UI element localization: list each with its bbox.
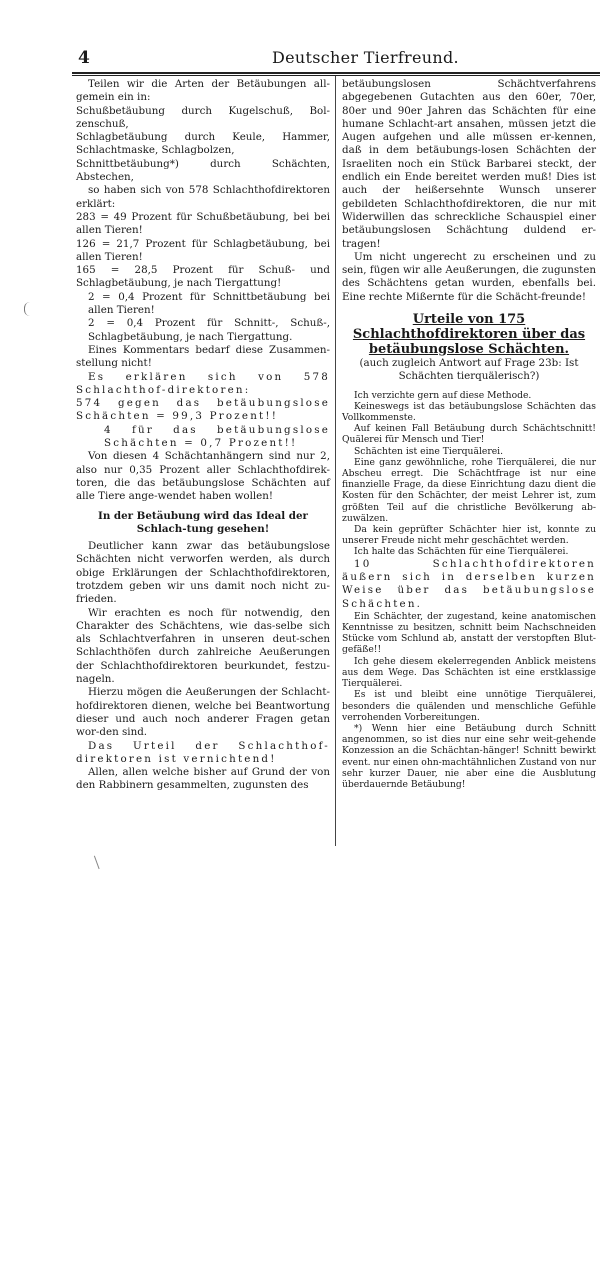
- right-column: [342, 78, 596, 790]
- right-paragraph: Auf keinen Fall Betäubung durch Schächtschnitt! Quälerei für Mensch und Tier!: [342, 423, 596, 446]
- left-column: [76, 78, 330, 793]
- right-paragraph: Urteile von 175 Schlachthofdirektoren über das betäubungslose Schächten.: [352, 312, 586, 358]
- right-paragraph: Da kein geprüfter Schächter hier ist, konnte zu unserer Freude nicht mehr geschächtet werden.: [342, 524, 596, 547]
- left-paragraph: In der Betäubung wird das Ideal der Schlach-tung gesehen!: [98, 509, 308, 535]
- right-paragraph: (auch zugleich Antwort auf Frage 23b: Ist Schächten tierquälerisch?): [359, 357, 579, 383]
- right-paragraph: Ein Schächter, der zugestand, keine anatomischen Kenntnisse zu besitzen, schnitt beim Nachschneiden Stücke vom Schlund ab, anstatt der verstopften Blut-gefäße!!: [342, 610, 596, 656]
- right-paragraph: Schächten ist eine Tierquälerei.: [354, 445, 504, 457]
- right-paragraph: *) Wenn hier eine Betäubung durch Schnitt angenommen, so ist dies nur eine sehr weit-gehende Konzession an die Schächtan-hänger! Schnitt bewirkt event. nur einen ohn-machtähnlichen Zustand von nur sehr kurzer Dauer, nie aber eine die Ausblutung überdauernde Betäubung!: [342, 722, 596, 790]
- left-paragraph: Eines Kommentars bedarf diese Zusammen-stellung nicht!: [76, 343, 330, 370]
- left-paragraph: 126 = 21,7 Prozent für Schlagbetäubung, bei allen Tieren!: [76, 237, 330, 263]
- left-paragraph: 2 = 0,4 Prozent für Schnittbetäubung bei allen Tieren!: [88, 290, 330, 317]
- page-header: [72, 48, 602, 70]
- left-paragraph: Es erklären sich von 578 Schlachthof-direktoren:: [76, 370, 330, 396]
- left-paragraph: 283 = 49 Prozent für Schußbetäubung, bei bei allen Tieren!: [76, 210, 330, 237]
- right-paragraph: Ich gehe diesem ekelerregenden Anblick meistens aus dem Wege. Das Schächten ist eine erstklassige Tierquälerei.: [342, 655, 596, 690]
- left-paragraph: Das Urteil der Schlachthof-direktoren ist vernichtend!: [76, 739, 330, 765]
- margin-mark-small: [94, 853, 107, 869]
- right-paragraph: Eine ganz gewöhnliche, rohe Tierquälerei, die nur Abscheu erregt. Die Schächtfrage ist nur eine finanzielle Frage, da diese Einrichtung dazu dient die Kosten für den Schächter, der meist Lehrer ist, zum größten Teil auf die christliche Bevölkerung ab-zuwälzen.: [342, 456, 596, 524]
- left-paragraph: Deutlicher kann zwar das betäubungslose Schächten nicht verworfen werden, als durch obige Erklärungen der Schlachthofdirektoren, trotzdem geben wir uns damit noch nicht zu-frieden.: [76, 540, 330, 606]
- left-paragraph: 4 für das betäubungslose Schächten = 0,7 Prozent!!: [104, 423, 330, 450]
- left-paragraph: Wir erachten es noch für notwendig, den Charakter des Schächtens, wie das-selbe sich als Schlachtverfahren in unseren deut-schen Schlachthöfen durch zahlreiche Aeußerungen der Schlachthofdirektoren beurkundet, festzu-nageln.: [76, 606, 330, 686]
- left-paragraph: so haben sich von 578 Schlachthofdirektoren erklärt:: [76, 184, 330, 210]
- header-rule: [72, 72, 600, 74]
- left-paragraph: 574 gegen das betäubungslose Schächten = 99,3 Prozent!!: [76, 397, 330, 423]
- left-paragraph: Schnittbetäubung*) durch Schächten, Abstechen,: [76, 157, 330, 184]
- left-paragraph: 165 = 28,5 Prozent für Schuß- und Schlagbetäubung, je nach Tiergattung!: [76, 264, 330, 290]
- header-rule-thin: [72, 75, 600, 76]
- right-paragraph: Um nicht ungerecht zu erscheinen und zu sein, fügen wir alle Aeußerungen, die zugunsten des Schächtens getan wurden, ebenfalls bei. Eine rechte Mißernte für die Schächt-freunde!: [342, 250, 596, 303]
- left-paragraph: Hierzu mögen die Aeußerungen der Schlacht-hofdirektoren dienen, welche bei Beantwortung dieser und auch noch anderer Fragen getan wor-den sind.: [76, 686, 330, 739]
- page-number: 4: [78, 48, 90, 68]
- page-title: Deutscher Tierfreund.: [272, 48, 459, 67]
- right-paragraph: Ich verzichte gern auf diese Methode.: [354, 389, 532, 401]
- left-paragraph: 2 = 0,4 Prozent für Schnitt-, Schuß-, Schlagbetäubung, je nach Tiergattung.: [88, 317, 330, 343]
- left-paragraph: Schlagbetäubung durch Keule, Hammer, Schlachtmaske, Schlagbolzen,: [76, 131, 330, 157]
- right-paragraph: Es ist und bleibt eine unnötige Tierquälerei, besonders die quälenden und menschliche Gefühle verrohenden Vorbereitungen.: [342, 689, 596, 723]
- column-divider: [335, 76, 336, 846]
- left-paragraph: Von diesen 4 Schächtanhängern sind nur 2, also nur 0,35 Prozent aller Schlachthofdirek-toren, die das betäubungslose Schächten auf alle Tiere ange-wendet haben wollen!: [76, 450, 330, 503]
- right-paragraph: 10 Schlachthofdirektoren äußern sich in derselben kurzen Weise über das betäubungslose Schächten.: [342, 557, 596, 610]
- left-paragraph: Allen, allen welche bisher auf Grund der von den Rabbinern gesammelten, zugunsten des: [76, 766, 330, 792]
- right-paragraph: Ich halte das Schächten für eine Tierquälerei.: [354, 546, 569, 558]
- margin-mark: [24, 302, 35, 316]
- right-paragraph: betäubungslosen Schächtverfahrens abgegebenen Gutachten aus den 60er, 70er, 80er und 90er Jahren das Schächten für eine humane Schlacht-art ansahen, müssen jetzt die Augen aufgehen und alle müssen er-kennen, daß in dem betäubungs-losen Schächten der Israeliten noch ein Stück Barbarei steckt, der endlich ein Ende bereitet werden muß! Dies ist auch der heißersehnte Wunsch unserer gebildeten Schlachthofdirektoren, die nur mit Widerwillen das schreckliche Schauspiel einer betäubungslosen Schächtung duldend er-tragen!: [342, 78, 596, 250]
- left-paragraph: Teilen wir die Arten der Betäubungen all-gemein ein in:: [76, 78, 330, 104]
- left-paragraph: Schußbetäubung durch Kugelschuß, Bol-zenschuß,: [76, 104, 330, 130]
- right-paragraph: Keineswegs ist das betäubungslose Schächten das Vollkommenste.: [342, 400, 596, 424]
